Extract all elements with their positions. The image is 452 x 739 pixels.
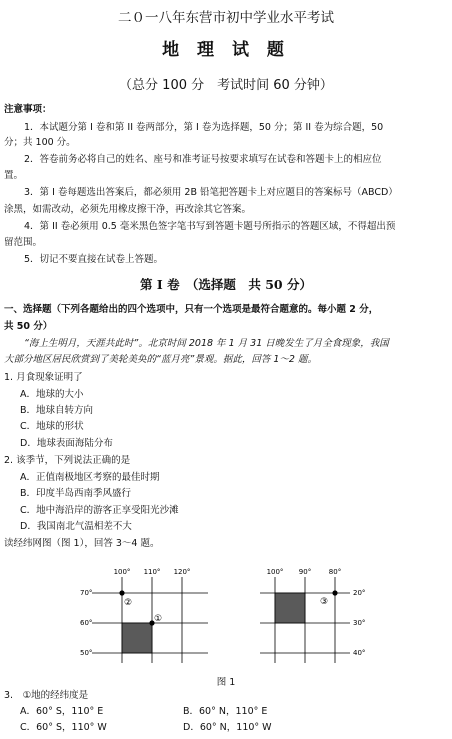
lat-label: 70°	[80, 589, 93, 597]
question-1-option-c: C．地球的形状	[20, 421, 84, 432]
question-2-option-c: C．地中海沿岸的游客正享受阳光沙滩	[20, 505, 179, 516]
score-info: （总分 100 分 考试时间 60 分钟）	[119, 78, 333, 93]
question-1-option-b: B．地球自转方向	[20, 405, 94, 416]
question-2-option-d: D．我国南北气温相差不大	[20, 521, 132, 532]
shaded-area-right	[275, 593, 305, 623]
lat-label: 60°	[80, 619, 93, 627]
section-instructions-cont: 共 50 分）	[4, 321, 53, 332]
question-1-stem: 1. 月食现象证明了	[4, 372, 83, 383]
note-2-cont: 置。	[4, 170, 24, 181]
lon-label: 100°	[266, 568, 284, 576]
question-3-option-a: A．60° S，110° E	[20, 706, 104, 717]
lon-label: 90°	[298, 568, 312, 576]
marker-3: ③	[320, 597, 329, 607]
point-3-dot	[332, 590, 337, 595]
lon-label: 100°	[113, 568, 131, 576]
note-3: 3．第 I 卷每题选出答案后，都必须用 2B 铅笔把答题卡上对应题目的答案标号（ABCD）	[24, 187, 398, 198]
question-2-option-a: A．正值南极地区考察的最佳时期	[20, 472, 160, 483]
question-1-option-d: D．地球表面海陆分布	[20, 438, 113, 449]
lon-label: 110°	[143, 568, 161, 576]
lat-label: 30°	[353, 619, 366, 627]
section-instructions: 一、选择题（下列各题给出的四个选项中，只有一个选项是最符合题意的。每小题 2 分，	[4, 304, 379, 315]
question-3-option-c: C．60° S，110° W	[20, 722, 107, 733]
subject-title: 地 理 试 题	[162, 40, 290, 60]
graticule-right	[258, 565, 378, 665]
note-1-cont: 分；共 100 分。	[4, 137, 76, 148]
shaded-area-left	[122, 623, 152, 653]
note-4-cont: 留范围。	[4, 237, 43, 248]
note-2: 2．答卷前务必将自己的姓名、座号和准考证号按要求填写在试卷和答题卡上的相应位	[24, 154, 382, 165]
question-2-option-b: B．印度半岛西南季风盛行	[20, 488, 132, 499]
lon-label: 120°	[173, 568, 191, 576]
figure-caption: 图 1	[216, 677, 236, 688]
marker-1: ①	[154, 614, 163, 624]
note-3-cont: 涂黑，如需改动，必须先用橡皮擦干净，再改涂其它答案。	[4, 204, 252, 215]
figure-intro: 读经纬网图（图 1），回答 3～4 题。	[4, 538, 160, 549]
lat-label: 20°	[353, 589, 366, 597]
note-5: 5．切记不要直接在试卷上答题。	[24, 254, 164, 265]
question-3-option-b: B．60° N，110° E	[183, 706, 268, 717]
question-1-option-a: A．地球的大小	[20, 389, 84, 400]
lat-label: 50°	[80, 649, 93, 657]
note-1: 1．本试题分第 I 卷和第 II 卷两部分，第 I 卷为选择题，50 分；第 II 卷为综合题，50	[24, 122, 384, 133]
lon-label: 80°	[328, 568, 342, 576]
question-3-option-d: D．60° N，110° W	[183, 722, 272, 733]
question-2-stem: 2. 该季节，下列说法正确的是	[4, 455, 131, 466]
graticule-left	[80, 565, 210, 665]
lat-label: 40°	[353, 649, 366, 657]
question-3-stem: 3. ①地的经纬度是	[4, 690, 89, 701]
note-4: 4．第 II 卷必须用 0.5 毫米黑色签字笔书写到答题卡题号所指示的答题区域，不得超出预	[24, 221, 396, 232]
exam-title: 二０一八年东营市初中学业水平考试	[118, 10, 334, 26]
marker-2: ②	[124, 598, 133, 608]
section-title: 第 I 卷 （选择题 共 50 分）	[140, 277, 312, 292]
passage: “海上生明月，天涯共此时”。北京时间 2018 年 1 月 31 日晚发生了月全食现象，我国	[24, 338, 389, 349]
notes-heading: 注意事项：	[4, 104, 52, 115]
passage-cont: 大部分地区居民欣赏到了美轮美奂的“蓝月亮”景观。据此，回答 1～2 题。	[4, 354, 317, 365]
point-2-dot	[119, 590, 124, 595]
